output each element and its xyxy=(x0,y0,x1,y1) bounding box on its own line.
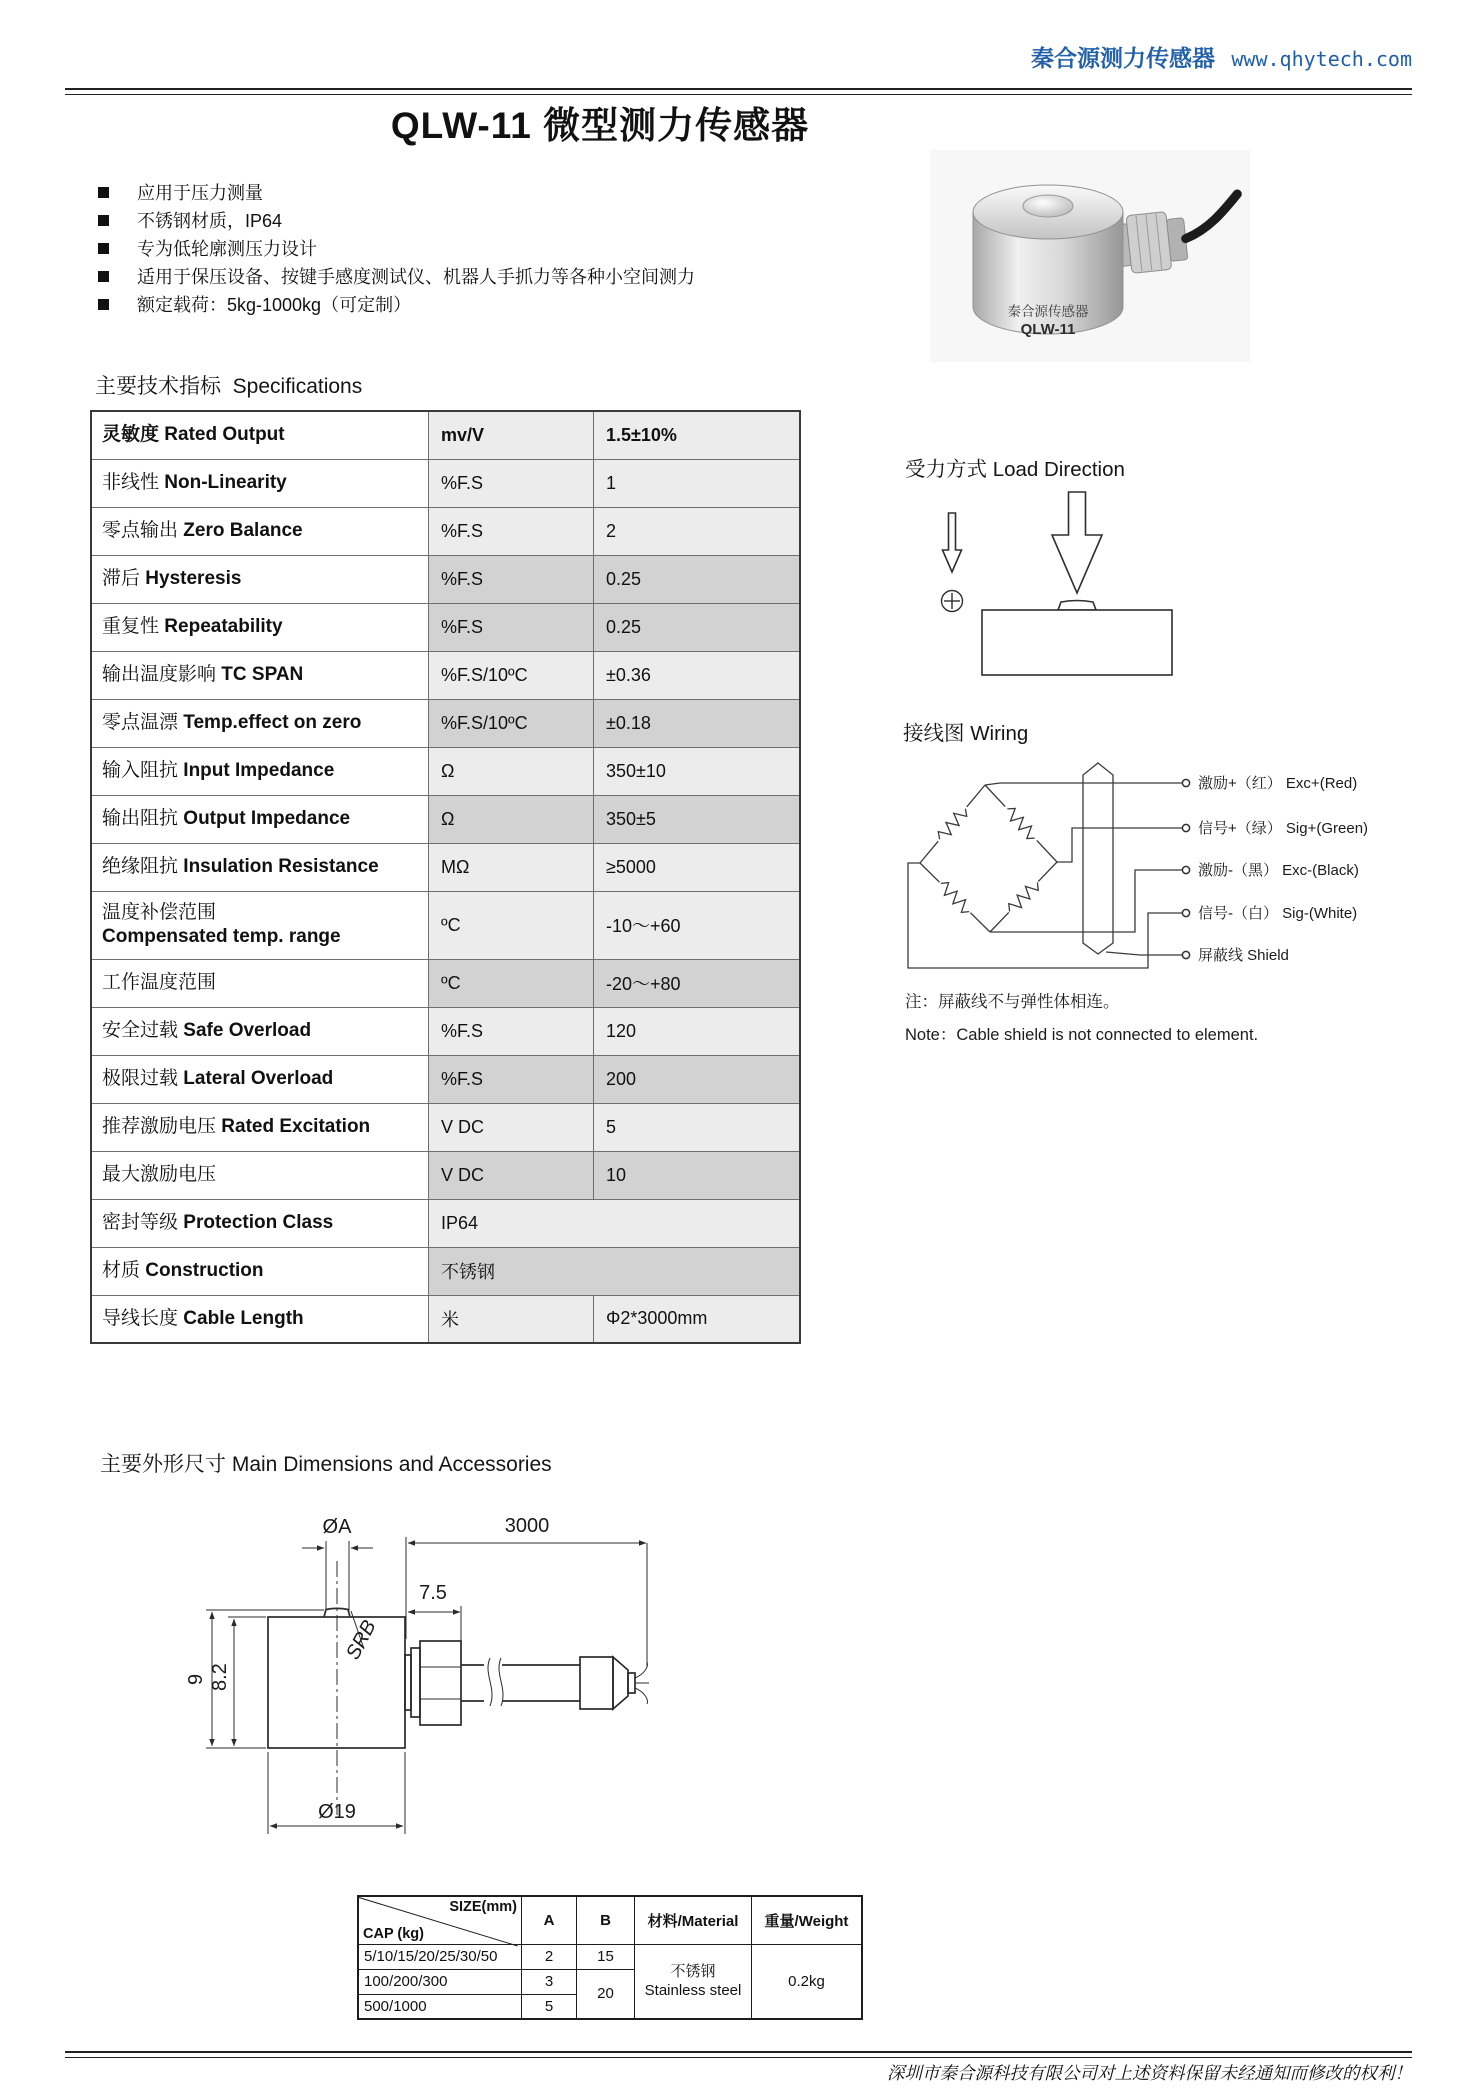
bullet-square-icon xyxy=(98,215,109,226)
dimension-drawing xyxy=(150,1515,1100,1855)
spec-value: 350±10 xyxy=(594,747,801,795)
terminal-dot xyxy=(1182,909,1189,916)
footer-text: 深圳市秦合源科技有限公司对上述资料保留未经通知而修改的权利！ xyxy=(887,2064,1412,2084)
spec-unit: ºC xyxy=(429,959,594,1007)
weight-cell: 0.2kg xyxy=(752,1944,863,2019)
spec-unit: Ω xyxy=(429,795,594,843)
spec-param: 导线长度 Cable Length xyxy=(91,1295,429,1343)
col-weight: 重量/Weight xyxy=(752,1896,863,1944)
spec-row xyxy=(91,651,800,699)
terminal-label: 信号+（绿） Sig+(Green) xyxy=(1198,820,1369,837)
material-cell: 不锈钢 Stainless steel xyxy=(635,1944,752,2019)
dim-b-value: 20 xyxy=(577,1969,635,2019)
spec-value: Φ2*3000mm xyxy=(594,1295,801,1343)
spec-param: 最大激励电压 xyxy=(91,1151,429,1199)
spec-param: 滞后 Hysteresis xyxy=(91,555,429,603)
col-b: B xyxy=(577,1896,635,1944)
spec-unit: %F.S/10ºC xyxy=(429,651,594,699)
spec-param: 零点输出 Zero Balance xyxy=(91,507,429,555)
terminal-dot xyxy=(1182,951,1189,958)
bullet-square-icon xyxy=(98,187,109,198)
product-photo xyxy=(930,150,1250,362)
spec-unit: %F.S xyxy=(429,507,594,555)
spec-row xyxy=(91,555,800,603)
dim-a-value: 2 xyxy=(522,1944,577,1969)
wiring-note-zh: 注：屏蔽线不与弹性体相连。 xyxy=(905,993,1120,1011)
spec-param: 输出阻抗 Output Impedance xyxy=(91,795,429,843)
cap-range: 100/200/300 xyxy=(358,1969,522,1994)
spec-unit: %F.S xyxy=(429,1007,594,1055)
spec-row xyxy=(91,699,800,747)
spec-value: 5 xyxy=(594,1103,801,1151)
dim-b-value: 15 xyxy=(577,1944,635,1969)
big-load-arrow-icon xyxy=(1052,492,1102,593)
spec-unit: 米 xyxy=(429,1295,594,1343)
size-table-corner xyxy=(358,1896,522,1944)
feature-item xyxy=(98,206,695,234)
terminal-label: 激励-（黑） Exc-(Black) xyxy=(1198,862,1359,879)
small-load-arrow-icon xyxy=(943,513,962,572)
spec-unit: %F.S xyxy=(429,459,594,507)
spec-row xyxy=(91,1295,800,1343)
size-table xyxy=(357,1895,863,2020)
spec-unit: %F.S/10ºC xyxy=(429,699,594,747)
spec-param: 输出温度影响 TC SPAN xyxy=(91,651,429,699)
feature-text: 应用于压力测量 xyxy=(137,183,263,203)
spec-row xyxy=(91,843,800,891)
spec-table-body xyxy=(91,411,800,1343)
feature-text: 不锈钢材质，IP64 xyxy=(137,211,283,231)
wiring-heading xyxy=(903,716,1028,746)
spec-param: 绝缘阻抗 Insulation Resistance xyxy=(91,843,429,891)
spec-value: 2 xyxy=(594,507,801,555)
spec-value: 200 xyxy=(594,1055,801,1103)
bullet-square-icon xyxy=(98,299,109,310)
spec-param: 输入阻抗 Input Impedance xyxy=(91,747,429,795)
cable-drawing xyxy=(461,1657,649,1709)
cap-range: 5/10/15/20/25/30/50 xyxy=(358,1944,522,1969)
dim-gland-width: 7.5 xyxy=(419,1582,447,1604)
spec-row xyxy=(91,795,800,843)
spec-param: 极限过载 Lateral Overload xyxy=(91,1055,429,1103)
srb-label: SRB xyxy=(341,1616,381,1664)
dim-height-outer: 9 xyxy=(185,1673,207,1685)
header-rule xyxy=(65,88,1412,95)
spec-unit: 不锈钢 xyxy=(429,1247,801,1295)
col-material: 材料/Material xyxy=(635,1896,752,1944)
load-button xyxy=(1023,195,1073,217)
spec-row xyxy=(91,1247,800,1295)
spec-row xyxy=(91,507,800,555)
spec-param: 密封等级 Protection Class xyxy=(91,1199,429,1247)
spec-unit: %F.S xyxy=(429,603,594,651)
spec-param: 材质 Construction xyxy=(91,1247,429,1295)
spec-unit: %F.S xyxy=(429,555,594,603)
brand-url[interactable]: www.qhytech.com xyxy=(1231,47,1412,71)
bridge-wires xyxy=(908,783,1183,968)
spec-row xyxy=(91,1103,800,1151)
spec-param: 重复性 Repeatability xyxy=(91,603,429,651)
page-title: QLW-11 微型测力传感器 xyxy=(390,105,810,146)
sensor-body-side xyxy=(982,610,1172,675)
device-brand-text: 秦合源传感器 xyxy=(1007,304,1089,319)
spec-row xyxy=(91,1151,800,1199)
spec-value: ±0.36 xyxy=(594,651,801,699)
load-direction-heading xyxy=(905,452,1125,482)
size-row xyxy=(358,1944,862,1969)
spec-value: 120 xyxy=(594,1007,801,1055)
dim-a-value: 5 xyxy=(522,1994,577,2019)
specs-heading xyxy=(95,370,362,400)
wiring-note-en: Note：Cable shield is not connected to element. xyxy=(905,1026,1259,1044)
spec-param: 推荐激励电压 Rated Excitation xyxy=(91,1103,429,1151)
corner-size-label: SIZE(mm) xyxy=(449,1899,517,1915)
spec-value: 1.5±10% xyxy=(594,411,801,459)
feature-item xyxy=(98,290,695,318)
footer-rule xyxy=(65,2051,1412,2058)
specs-heading-zh: 主要技术指标 xyxy=(95,375,221,398)
wiring-svg xyxy=(900,755,1460,975)
spec-row xyxy=(91,1199,800,1247)
spec-param: 安全过载 Safe Overload xyxy=(91,1007,429,1055)
bullet-square-icon xyxy=(98,271,109,282)
dimensions-heading-zh: 主要外形尺寸 xyxy=(100,1453,226,1476)
spec-value: ≥5000 xyxy=(594,843,801,891)
spec-unit: ºC xyxy=(429,891,594,959)
spec-param: 灵敏度 Rated Output xyxy=(91,411,429,459)
spec-unit: IP64 xyxy=(429,1199,801,1247)
spec-unit: %F.S xyxy=(429,1055,594,1103)
brand-text: 秦合源测力传感器 xyxy=(1030,45,1215,71)
wheatstone-bridge xyxy=(920,785,1057,932)
wiring-note xyxy=(905,986,1258,1052)
terminal-dot xyxy=(1182,866,1189,873)
spec-unit: mv/V xyxy=(429,411,594,459)
dim-dia-body: Ø19 xyxy=(318,1801,356,1823)
terminal-label: 屏蔽线 Shield xyxy=(1198,947,1289,964)
spec-row xyxy=(91,411,800,459)
dim-dia-a: ØA xyxy=(322,1516,352,1538)
corner-cap-label: CAP (kg) xyxy=(363,1925,424,1942)
load-direction-heading-zh: 受力方式 xyxy=(905,458,987,481)
spec-value: 1 xyxy=(594,459,801,507)
specs-heading-en: Specifications xyxy=(232,375,363,398)
spec-row xyxy=(91,747,800,795)
terminal-label: 信号-（白） Sig-(White) xyxy=(1198,905,1358,922)
spec-param: 非线性 Non-Linearity xyxy=(91,459,429,507)
spec-value: -10～+60 xyxy=(594,891,801,959)
terminal-dot xyxy=(1182,779,1189,786)
cap-range: 500/1000 xyxy=(358,1994,522,2019)
header-brand xyxy=(1031,40,1412,73)
device-model-text: QLW-11 xyxy=(1020,321,1076,338)
spec-row xyxy=(91,1055,800,1103)
spec-value: 0.25 xyxy=(594,603,801,651)
bullet-square-icon xyxy=(98,243,109,254)
spec-value: -20～+80 xyxy=(594,959,801,1007)
spec-unit: Ω xyxy=(429,747,594,795)
wiring-heading-zh: 接线图 xyxy=(903,722,965,745)
spec-row xyxy=(91,959,800,1007)
terminal-label: 激励+（红） Exc+(Red) xyxy=(1198,775,1358,792)
wiring-heading-en: Wiring xyxy=(970,722,1029,745)
load-direction-heading-en: Load Direction xyxy=(992,458,1125,481)
spec-row xyxy=(91,1007,800,1055)
spec-param: 零点温漂 Temp.effect on zero xyxy=(91,699,429,747)
feature-text: 额定载荷：5kg-1000kg（可定制） xyxy=(137,295,412,315)
dim-height-inner: 8.2 xyxy=(209,1663,231,1691)
spec-param: 工作温度范围 xyxy=(91,959,429,1007)
dim-a-value: 3 xyxy=(522,1969,577,1994)
dimensions-heading-en: Main Dimensions and Accessories xyxy=(231,1453,552,1476)
spec-value: 0.25 xyxy=(594,555,801,603)
feature-list xyxy=(98,178,695,318)
col-a: A xyxy=(522,1896,577,1944)
spec-unit: MΩ xyxy=(429,843,594,891)
spec-row xyxy=(91,603,800,651)
spec-param: 温度补偿范围 Compensated temp. range xyxy=(91,891,429,959)
spec-row xyxy=(91,459,800,507)
cable-sheath-shape xyxy=(1083,763,1113,954)
sensor-button-side xyxy=(1058,601,1096,611)
feature-item xyxy=(98,262,695,290)
spec-row xyxy=(91,891,800,959)
spec-unit: V DC xyxy=(429,1103,594,1151)
spec-value: 10 xyxy=(594,1151,801,1199)
feature-item xyxy=(98,178,695,206)
spec-value: 350±5 xyxy=(594,795,801,843)
spec-value: ±0.18 xyxy=(594,699,801,747)
load-direction-diagram xyxy=(930,488,1210,693)
terminal-dot xyxy=(1182,824,1189,831)
spec-unit: V DC xyxy=(429,1151,594,1199)
dim-cable-length: 3000 xyxy=(504,1515,550,1537)
cable-gland xyxy=(405,1641,461,1725)
spec-table xyxy=(90,410,801,1344)
dimensions-heading xyxy=(100,1448,552,1478)
plus-circle-icon xyxy=(942,591,963,612)
feature-text: 适用于保压设备、按键手感度测试仪、机器人手抓力等各种小空间测力 xyxy=(137,267,695,287)
feature-item xyxy=(98,234,695,262)
feature-text: 专为低轮廓测压力设计 xyxy=(137,239,317,259)
